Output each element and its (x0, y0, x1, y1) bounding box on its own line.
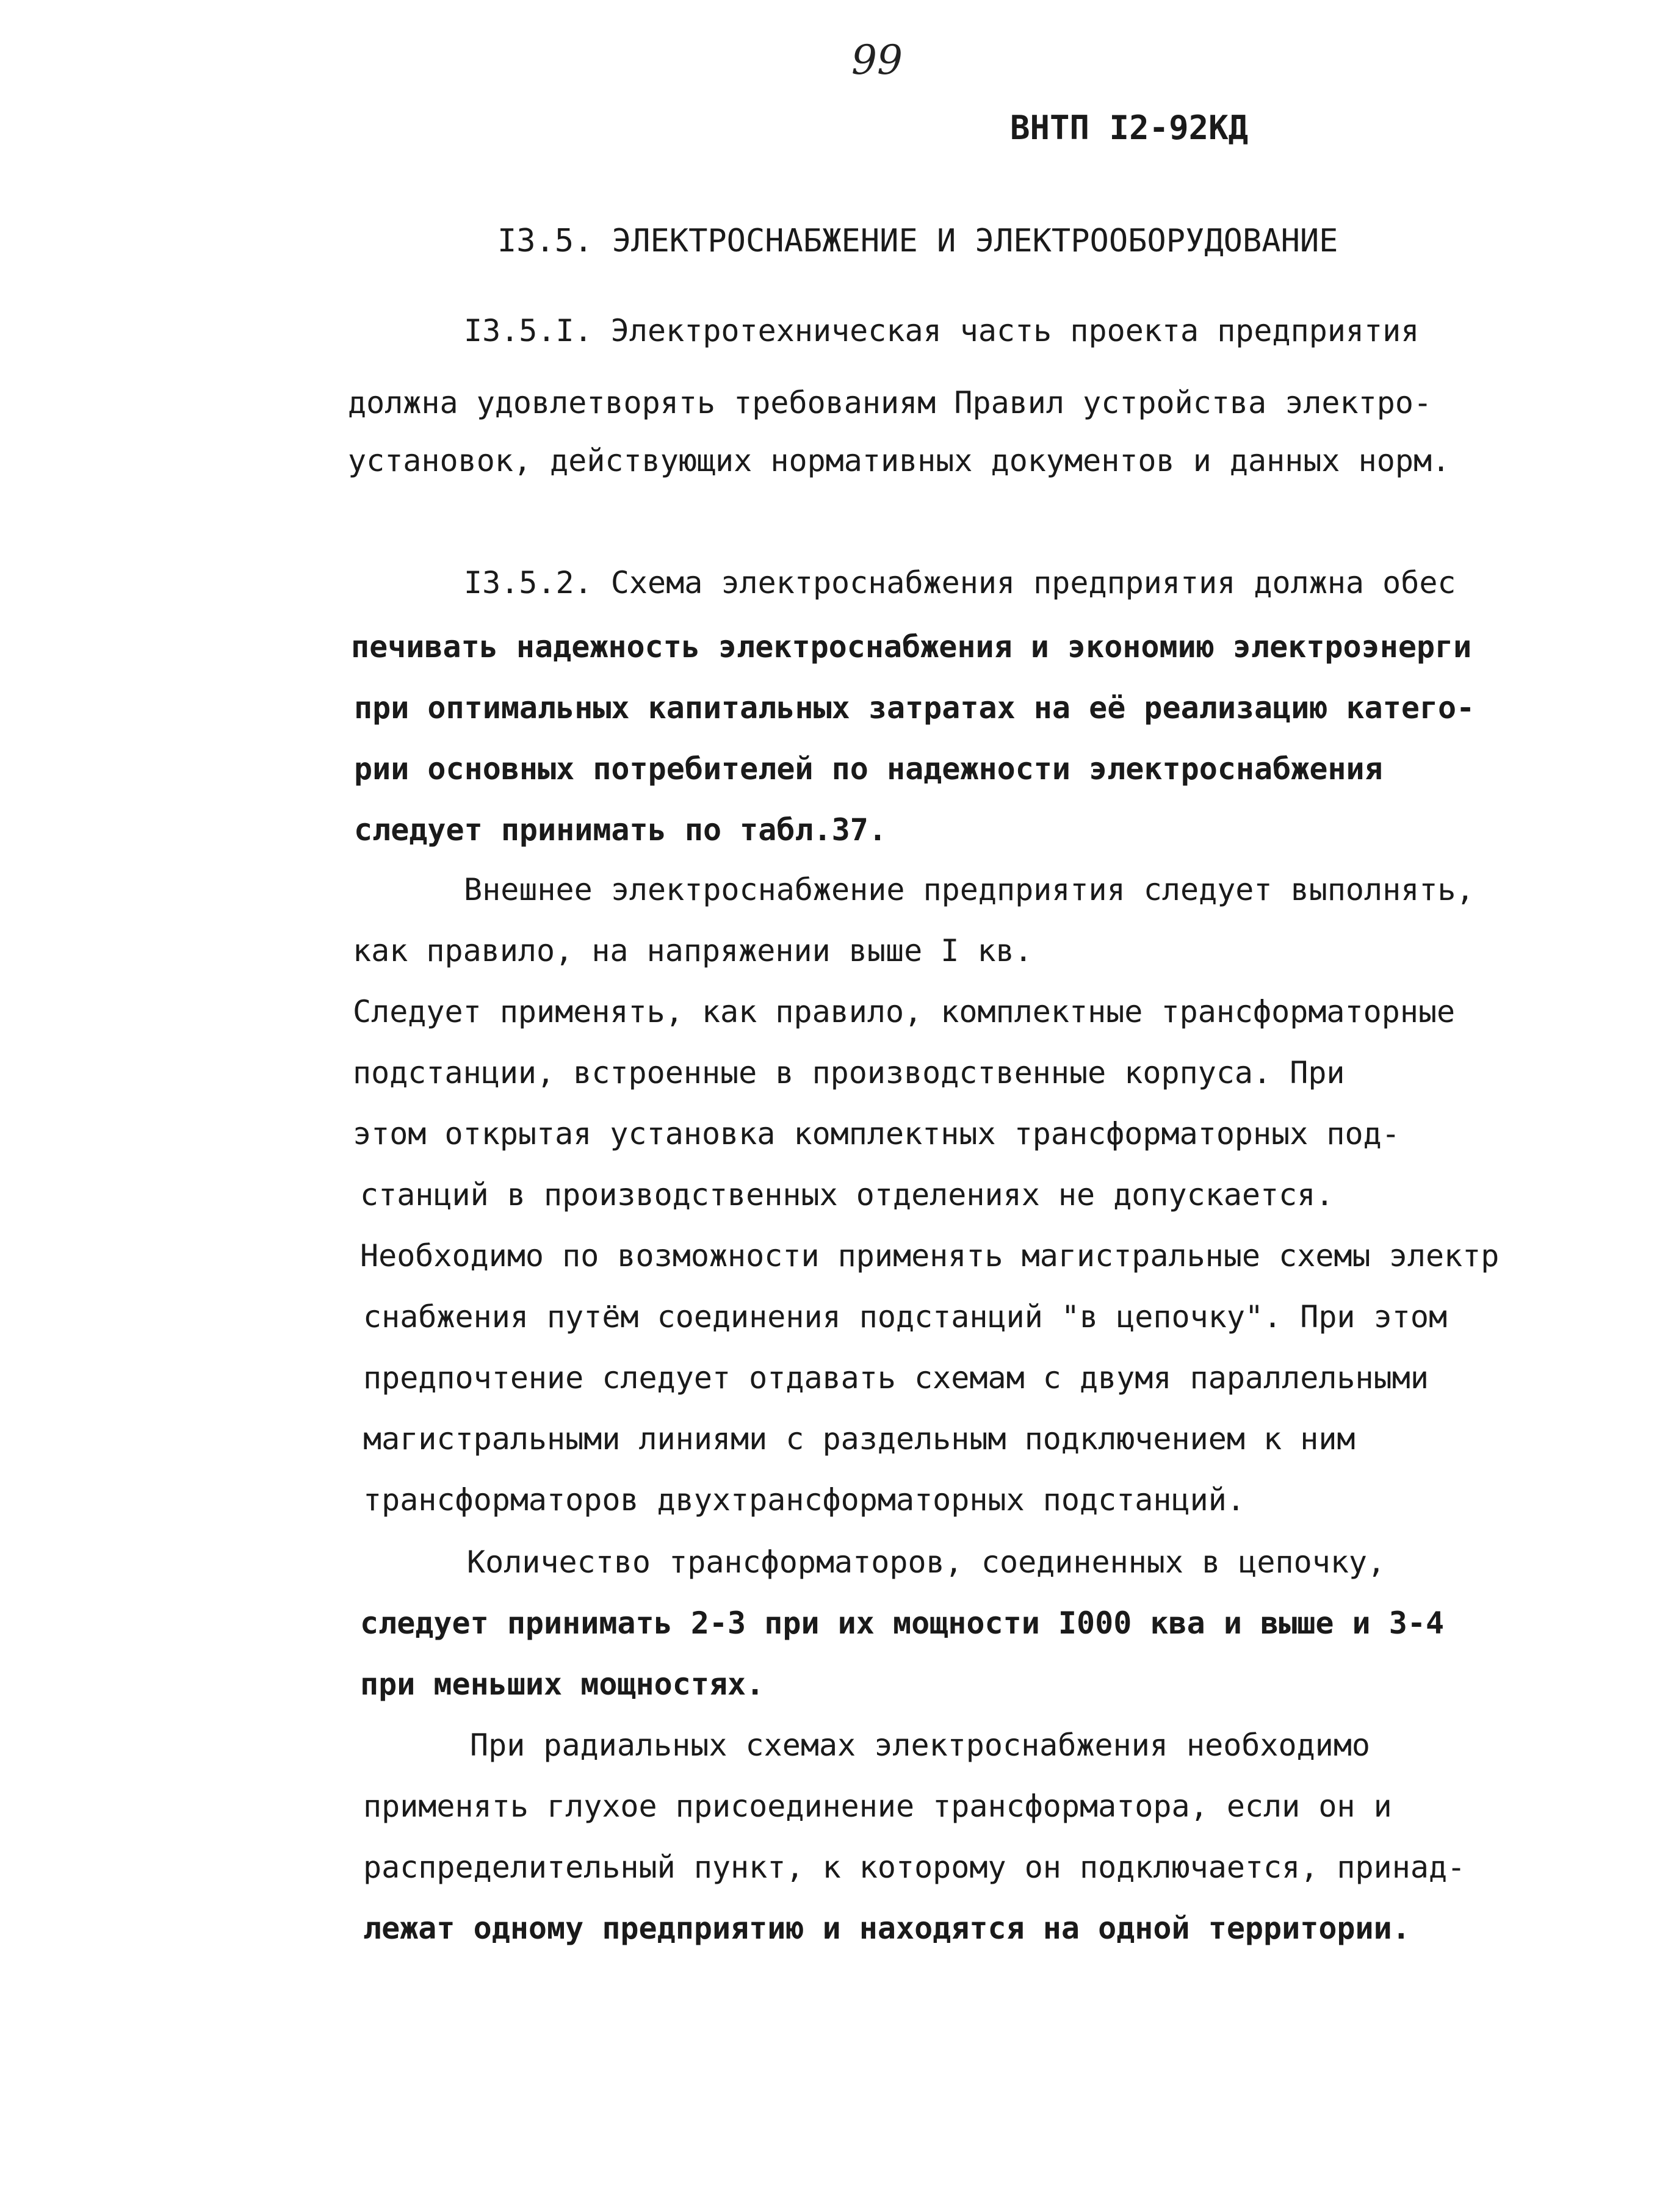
text-line: Необходимо по возможности применять магистральные схемы электр (360, 1238, 1500, 1274)
text-line: лежат одному предприятию и находятся на одной территории. (363, 1911, 1410, 1946)
text-line: подстанции, встроенные в производственные корпуса. При (353, 1055, 1345, 1090)
text-line: печивать надежность электроснабжения и экономию электроэнерги (351, 629, 1472, 665)
text-line: рии основных потребителей по надежности электроснабжения (354, 751, 1383, 787)
text-line: магистральными линиями с раздельным подключением к ним (363, 1421, 1356, 1457)
text-line: следует принимать по табл.37. (354, 812, 887, 848)
text-line: при меньших мощностях. (360, 1666, 765, 1702)
text-line: при оптимальных капитальных затратах на её реализацию катего- (354, 690, 1475, 726)
text-line: распределительный пункт, к которому он подключается, принад- (363, 1850, 1466, 1885)
text-line: При радиальных схемах электроснабжения необходимо (470, 1727, 1371, 1763)
text-line: предпочтение следует отдавать схемам с двумя параллельными (363, 1360, 1429, 1396)
document-code: ВНТП I2-92КД (1010, 109, 1249, 147)
text-line: Количество трансформаторов, соединенных в цепочку, (467, 1544, 1386, 1580)
text-line: I3.5.2. Схема электроснабжения предприятия должна обес (464, 565, 1456, 600)
text-line: I3.5.I. Электротехническая часть проекта предприятия (464, 313, 1420, 348)
text-line: Следует применять, как правило, комплектные трансформаторные (353, 994, 1456, 1029)
text-line: трансформаторов двухтрансформаторных подстанций. (363, 1482, 1245, 1518)
text-line: установок, действующих нормативных документов и данных норм. (348, 443, 1451, 478)
text-line: снабжения путём соединения подстанций "в цепочку". При этом (363, 1299, 1448, 1335)
text-line: Внешнее электроснабжение предприятия следует выполнять, (464, 872, 1475, 907)
text-line: этом открытая установка комплектных трансформаторных под- (353, 1116, 1400, 1151)
text-line: следует принимать 2-3 при их мощности I000 ква и выше и 3-4 (360, 1605, 1445, 1641)
text-line: как правило, на напряжении выше I кв. (353, 933, 1033, 968)
page-number: 99 (851, 37, 903, 84)
text-line: применять глухое присоединение трансформатора, если он и (363, 1789, 1392, 1824)
section-title: I3.5. ЭЛЕКТРОСНАБЖЕНИЕ И ЭЛЕКТРООБОРУДОВАНИЕ (497, 223, 1338, 259)
text-line: должна удовлетворять требованиям Правил устройства электро- (348, 385, 1432, 420)
text-line: станций в производственных отделениях не допускается. (360, 1177, 1334, 1212)
